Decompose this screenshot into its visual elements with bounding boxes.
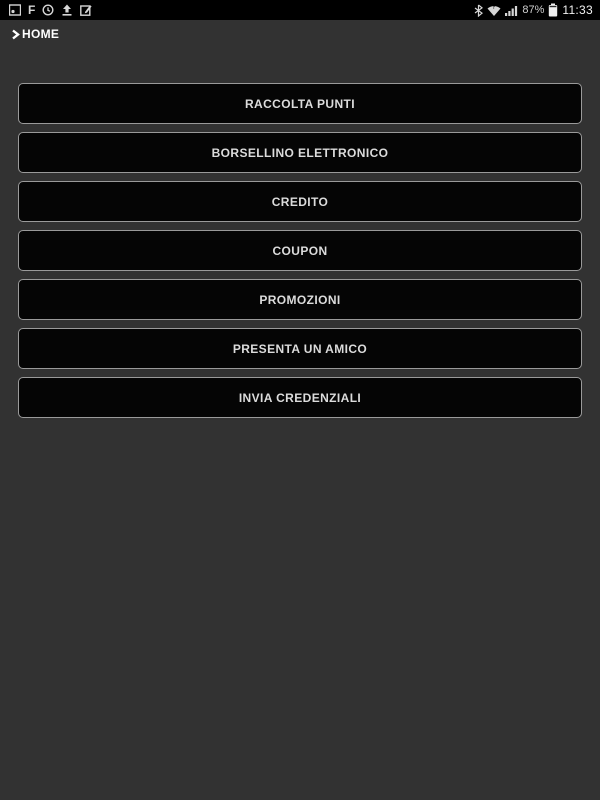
clock-icon — [42, 4, 54, 16]
menu-button-coupon[interactable]: COUPON — [18, 230, 582, 271]
menu-button-presenta-un-amico[interactable]: PRESENTA UN AMICO — [18, 328, 582, 369]
main-menu — [0, 48, 600, 418]
page-title: HOME — [22, 27, 60, 41]
wifi-icon — [487, 4, 501, 17]
svg-text:?: ? — [492, 4, 496, 10]
menu-button-raccolta-punti[interactable]: RACCOLTA PUNTI — [18, 83, 582, 124]
photo-icon — [9, 4, 21, 16]
edit-note-icon — [80, 4, 92, 16]
bluetooth-icon — [474, 4, 483, 17]
clock-time: 11:33 — [562, 3, 593, 17]
upload-icon — [61, 4, 73, 16]
menu-button-promozioni[interactable]: PROMOZIONI — [18, 279, 582, 320]
battery-percent: 87% — [522, 4, 545, 16]
menu-button-invia-credenziali[interactable]: INVIA CREDENZIALI — [18, 377, 582, 418]
menu-button-credito[interactable]: CREDITO — [18, 181, 582, 222]
signal-icon — [505, 4, 518, 17]
menu-button-borsellino-elettronico[interactable]: BORSELLINO ELETTRONICO — [18, 132, 582, 173]
notification-icons — [8, 4, 92, 16]
battery-icon — [548, 3, 558, 17]
status-bar — [0, 0, 600, 20]
system-status-icons — [474, 0, 593, 20]
header — [0, 20, 600, 48]
facebook-icon: F — [28, 3, 36, 17]
chevron-right-icon — [11, 29, 20, 40]
